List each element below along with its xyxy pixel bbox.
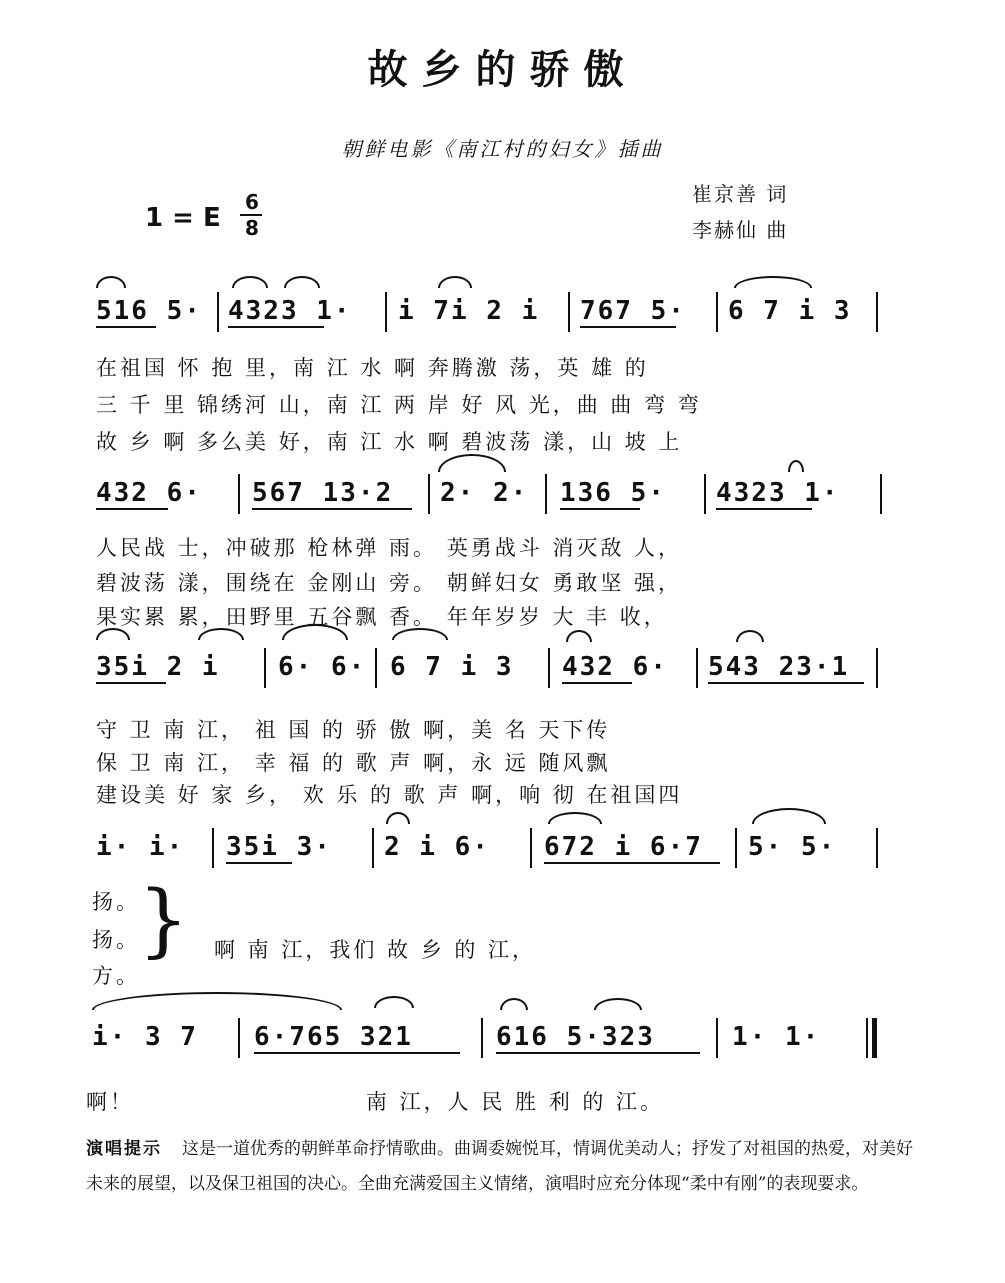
verse-1-line-2: 人民战 士，冲破那 枪林弹 雨。 英勇战斗 消灭敌 人， [96,536,683,560]
barline [530,828,532,868]
beam [226,862,292,864]
barline [372,828,374,868]
slur [736,630,764,642]
barline [375,648,377,688]
barline [545,474,547,514]
measure-16: i· i· [96,832,185,862]
measure-23: 616 5·323 [496,1022,655,1052]
verse-2-line-2: 碧波荡 漾，围绕在 金刚山 旁。 朝鲜妇女 勇敢坚 强， [96,571,683,595]
measure-17: 35i 3· [226,832,332,862]
song-title: 故乡的骄傲 [367,46,638,93]
slur [374,996,414,1008]
barline [568,292,570,332]
barline [876,648,878,688]
tie [92,992,342,1010]
measure-6: 432 6· [96,478,202,508]
measure-1: 516 5· [96,296,202,326]
tips-text: 这是一道优秀的朝鲜革命抒情歌曲。曲调委婉悦耳，情调优美动人；抒发了对祖国的热爱，对美好未来的展望，以及保卫祖国的决心。全曲充满爱国主义情绪，演唱时应充分体现“柔中有刚”的表现要求。 [86,1139,913,1194]
slur [734,276,812,288]
slur [96,276,126,288]
measure-9: 136 5· [560,478,666,508]
beam [560,508,640,510]
beam [580,326,676,328]
barline [716,292,718,332]
song-subtitle: 朝鲜电影《南江村的妇女》插曲 [341,137,664,161]
measure-13: 6 7 i 3 [390,652,514,682]
beam [252,508,412,510]
slur [566,630,592,642]
verse-1-line-1: 在祖国 怀 抱 里，南 江 水 啊 奔腾激 荡，英 雄 的 [96,356,649,380]
measure-4: 767 5· [580,296,686,326]
barline [264,648,266,688]
slur [232,276,268,288]
measure-15: 543 23·1 [708,652,850,682]
time-signature-bottom: 8 [245,216,259,240]
beam [96,508,168,510]
verse-3-line-3: 建设美 好 家 乡， 欢 乐 的 歌 声 啊，响 彻 在祖国四 [96,783,683,807]
barline [880,474,882,514]
tie [438,454,506,472]
verse-2-line-1: 三 千 里 锦绣河 山，南 江 两 岸 好 风 光，曲 曲 弯 弯 [96,393,702,417]
composer-credit: 李赫仙 曲 [692,218,789,242]
ending-verse-1: 扬。 [92,890,140,914]
beam [96,682,166,684]
barline [428,474,430,514]
measure-5: 6 7 i 3 [728,296,852,326]
barline [704,474,706,514]
beam [708,682,864,684]
slur [548,812,602,824]
tie [752,808,826,824]
beam [562,682,632,684]
barline [716,1018,718,1058]
slur [386,812,410,824]
measure-7: 567 13·2 [252,478,394,508]
tips-label: 演唱提示 [86,1139,162,1159]
verse-1-line-3: 守 卫 南 江， 祖 国 的 骄 傲 啊，美 名 天下传 [96,718,611,742]
final-lyric-end: 南 江，人 民 胜 利 的 江。 [366,1090,665,1114]
measure-22: 6·765 321 [254,1022,413,1052]
ending-verse-2: 扬。 [92,928,140,952]
slur [438,276,472,288]
slur [594,998,642,1010]
measure-14: 432 6· [562,652,668,682]
measure-24: 1· 1· [732,1022,821,1052]
barline [735,828,737,868]
time-signature-top: 6 [245,190,259,214]
measure-8: 2· 2· [440,478,529,508]
beam [228,326,324,328]
beam [496,1052,700,1054]
slur [500,998,528,1010]
measure-12: 6· 6· [278,652,367,682]
measure-21: i· 3 7 [92,1022,198,1052]
beam [544,862,720,864]
ending-verse-3: 方。 [92,964,140,988]
key-signature: 1 = E [145,203,221,233]
final-barline-thick [872,1018,877,1058]
measure-3: i 7i 2 i [398,296,540,326]
measure-11: 35i 2 i [96,652,220,682]
barline [385,292,387,332]
barline [548,648,550,688]
barline [212,828,214,868]
beam [716,508,812,510]
final-lyric-start: 啊！ [86,1090,134,1114]
barline [696,648,698,688]
measure-19: 672 i 6·7 [544,832,703,862]
verse-2-line-3: 保 卫 南 江， 幸 福 的 歌 声 啊，永 远 随风飘 [96,751,611,775]
slur [284,276,320,288]
measure-20: 5· 5· [748,832,837,862]
final-barline-thin [866,1018,868,1058]
slur [788,460,804,472]
barline [876,828,878,868]
measure-10: 4323 1· [716,478,840,508]
barline [876,292,878,332]
barline [238,474,240,514]
performance-tips [86,1132,926,1202]
measure-18: 2 i 6· [384,832,490,862]
barline [481,1018,483,1058]
verse-brace: } [138,873,189,966]
beam [254,1052,460,1054]
barline [238,1018,240,1058]
lyricist-credit: 崔京善 词 [692,182,789,206]
refrain-line: 啊 南 江，我们 故 乡 的 江， [214,938,537,962]
verse-3-line-1: 故 乡 啊 多么美 好，南 江 水 啊 碧波荡 漾，山 坡 上 [96,430,683,454]
barline [217,292,219,332]
beam [96,326,156,328]
time-signature [240,190,264,240]
measure-2: 4323 1· [228,296,352,326]
verse-3-line-2: 果实累 累，田野里 五谷飘 香。 年年岁岁 大 丰 收， [96,605,668,629]
